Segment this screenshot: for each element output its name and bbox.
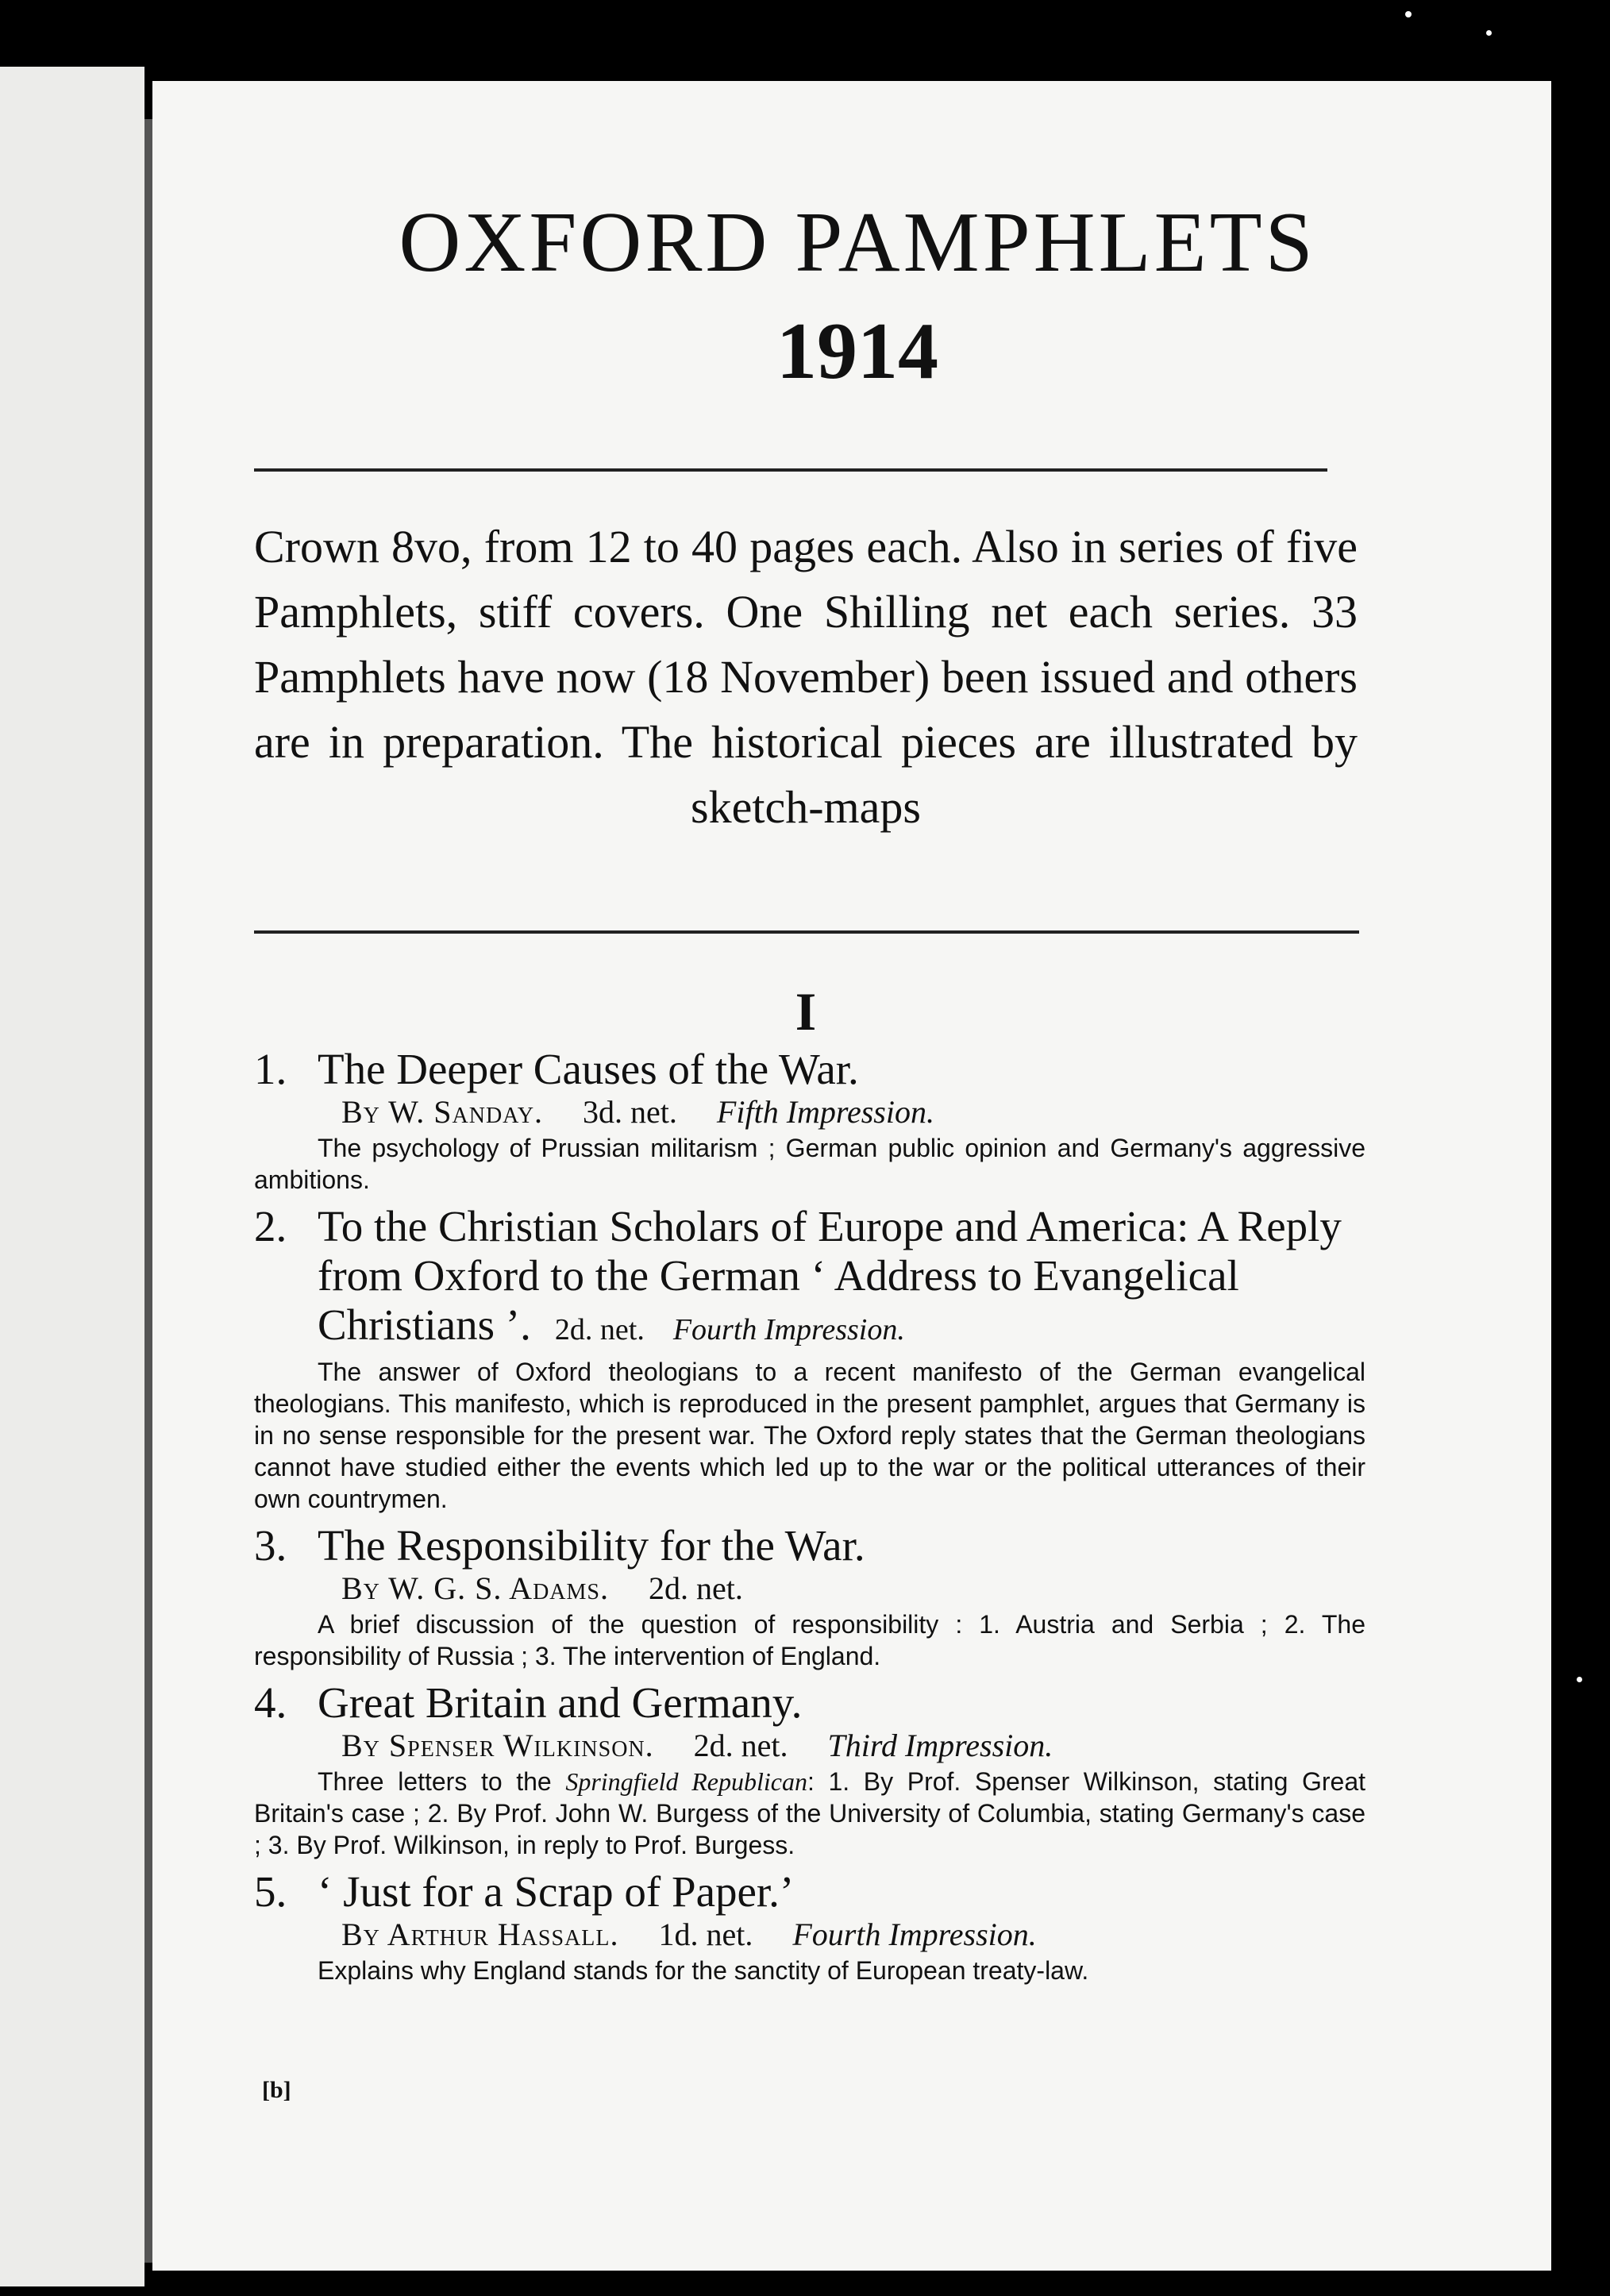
- item-number: 3.: [254, 1521, 287, 1570]
- pamphlet-title: [254, 1867, 1365, 1917]
- section-number: I: [795, 981, 817, 1042]
- author: By Arthur Hassall.: [341, 1917, 619, 1952]
- byline: [254, 1728, 1365, 1764]
- item-number: 2.: [254, 1202, 287, 1250]
- price: 3d. net.: [583, 1094, 677, 1130]
- pamphlet-title: [254, 1045, 1365, 1094]
- pamphlet-list: [254, 1045, 1365, 1993]
- list-item: [254, 1521, 1365, 1672]
- title-text: The Responsibility for the War.: [318, 1521, 865, 1570]
- author: By W. Sanday.: [341, 1094, 544, 1130]
- pamphlet-title: [254, 1521, 1365, 1570]
- description: The answer of Oxford theologians to a recent manifesto of the German evangelical theologians. This manifesto, which is reproduced in the present pamphlet, argues that Germany is in no sense responsible for the present war. The Oxford reply states that the German theologians cannot have studied either the events which led up to the war or the political utterances of their own countrymen.: [254, 1358, 1365, 1513]
- description: [254, 1764, 1365, 1861]
- binding-shadow: [144, 119, 152, 2263]
- byline: [254, 1917, 1365, 1953]
- item-number: 1.: [254, 1045, 287, 1093]
- pamphlet-title: [254, 1678, 1365, 1728]
- description: A brief discussion of the question of responsibility : 1. Austria and Serbia ; 2. The responsibility of Russia ; 3. The intervention of England.: [254, 1610, 1365, 1670]
- page-year: 1914: [776, 306, 938, 396]
- price: 2d. net.: [693, 1728, 788, 1763]
- description: Explains why England stands for the sanctity of European treaty-law.: [318, 1956, 1089, 1985]
- list-item: [254, 1202, 1365, 1515]
- description-text: Three letters to the: [318, 1767, 552, 1796]
- impression: Fourth Impression.: [672, 1313, 905, 1346]
- pamphlet-title: [254, 1202, 1365, 1354]
- divider-rule: [254, 468, 1327, 472]
- inline-byline: [555, 1313, 905, 1346]
- title-text: To the Christian Scholars of Europe and America: A Reply from Oxford to the German ‘ Address to Evangelical Christians ’.: [318, 1202, 1342, 1349]
- price: 1d. net.: [658, 1917, 753, 1952]
- description: The psychology of Prussian militarism ; German public opinion and Germany's aggressive ambitions.: [254, 1134, 1365, 1194]
- list-item: [254, 1678, 1365, 1861]
- adjacent-page-edge: [0, 67, 144, 2286]
- item-number: 4.: [254, 1678, 287, 1727]
- price: 2d. net.: [648, 1570, 743, 1606]
- byline: [254, 1094, 1365, 1131]
- impression: Fifth Impression.: [716, 1094, 934, 1130]
- title-text: Great Britain and Germany.: [318, 1678, 803, 1727]
- impression: Third Impression.: [827, 1728, 1053, 1763]
- scan-speck: [1577, 1677, 1582, 1682]
- document-page: [152, 81, 1551, 2271]
- item-number: 5.: [254, 1867, 287, 1916]
- title-text: The Deeper Causes of the War.: [318, 1045, 859, 1093]
- scan-speck: [1405, 11, 1412, 17]
- list-item: [254, 1867, 1365, 1986]
- publication-title: Springfield Republican: [565, 1767, 807, 1796]
- signature-mark: [b]: [262, 2077, 291, 2103]
- scan-speck: [1486, 30, 1492, 36]
- page-content: [254, 81, 1461, 2271]
- list-item: [254, 1045, 1365, 1196]
- byline: [254, 1570, 1365, 1607]
- title-text: ‘ Just for a Scrap of Paper.’: [318, 1867, 795, 1916]
- author: By Spenser Wilkinson.: [341, 1728, 654, 1763]
- intro-paragraph: Crown 8vo, from 12 to 40 pages each. Also in series of five Pamphlets, stiff covers. One Shilling net each series. 33 Pamphlets have now (18 November) been issued and others are in preparation. The historical pieces are illustrated by sketch-maps: [254, 521, 1358, 833]
- divider-rule: [254, 930, 1359, 934]
- price: 2d. net.: [554, 1313, 645, 1346]
- page-title: OXFORD PAMPHLETS: [399, 195, 1316, 290]
- description-text: : 1. By Prof. Spenser Wilkinson, stating Great Britain's case ; 2. By Prof. John W. Burgess of the University of Columbia, stating Germany's case ; 3. By Prof. Wilkinson, in reply to Prof. Burgess.: [254, 1767, 1366, 1859]
- author: By W. G. S. Adams.: [341, 1570, 609, 1606]
- impression: Fourth Impression.: [792, 1917, 1037, 1952]
